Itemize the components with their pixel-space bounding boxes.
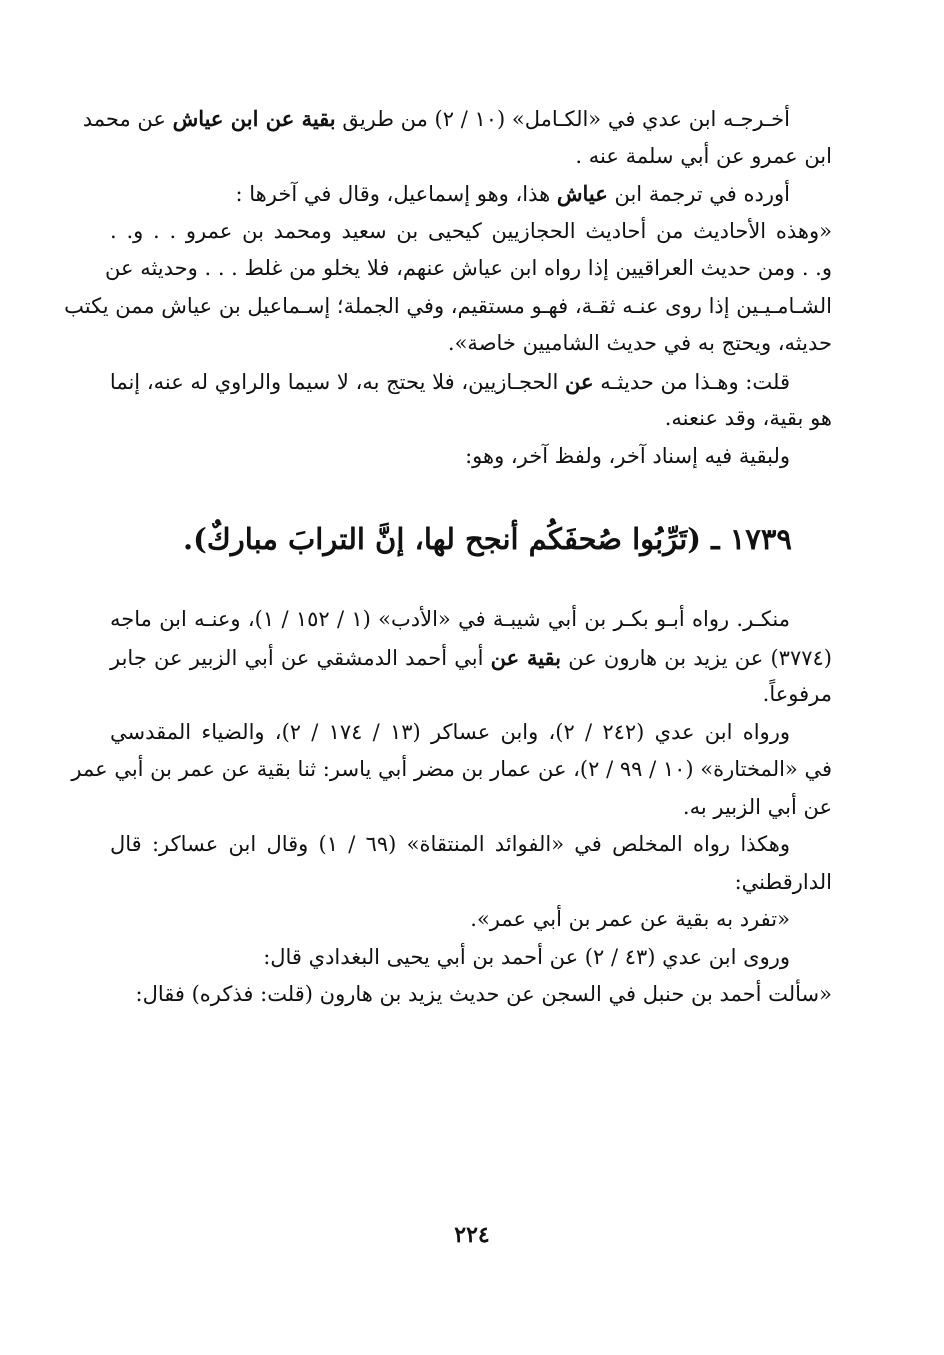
- page-number: ٢٢٤: [454, 1222, 490, 1248]
- page-body: [64, 100, 832, 1014]
- text-line: ابن عمرو عن أبي سلمة عنه .: [575, 143, 832, 168]
- text-line: وهكذا رواه المخلص في «الفوائد المنتقاة» (٦٩ / ١) وقال ابن عساكر: قال: [110, 832, 790, 856]
- text-line: الشـامـيـين إذا روى عنـه ثقـة، فهـو مستقيم، وفي الجملة؛ إسـماعيل بن عياش ممن يكتب: [64, 293, 832, 318]
- text-line: [110, 363, 832, 401]
- text-span: أخـرجـه ابن عدي في «الكـامل» (١٠ / ٢) من طريق: [335, 107, 790, 131]
- text-line: [82, 100, 832, 138]
- text-line: ولبقية فيه إسناد آخر، ولفظ آخر، وهو:: [465, 443, 790, 468]
- bold-text-span: بقية عن ابن عياش: [172, 106, 336, 131]
- text-line: مرفوعاً.: [762, 682, 832, 706]
- bold-text-span: عن: [565, 368, 594, 394]
- text-span: أورده في ترجمة ابن: [607, 182, 790, 206]
- text-line: حديثه، ويحتج به في حديث الشاميين خاصة».: [447, 331, 832, 355]
- text-line: وروى ابن عدي (٤٣ / ٢) عن أحمد بن أبي يحيى البغدادي قال:: [263, 944, 790, 969]
- text-line: [110, 175, 832, 213]
- text-span: الحجـازيين، فلا يحتج به، لا سيما والراوي له عنه، إنما: [109, 369, 566, 394]
- text-line: و. . ومن حديث العراقيين إذا رواه ابن عياش عنهم، فلا يخلو من غلط . . . وحديثه عن: [105, 256, 832, 280]
- text-line: الدارقطني:: [734, 869, 832, 894]
- paragraph-rawa-ibn-adi: [110, 939, 832, 977]
- text-line: «تفرد به بقية عن عمر بن أبي عمر».: [470, 907, 790, 931]
- text-span: قلت: وهـذا من حديثـه: [593, 369, 790, 394]
- hadith-heading: ١٧٣٩ ـ (تَرِّبُوا صُحفَكُم أنجح لها، إنَّ الترابَ مباركٌ).: [183, 522, 792, 556]
- paragraph-mukhallis: [110, 826, 832, 901]
- text-line: منكـر. رواه أبـو بكـر بن أبي شيبـة في «الأدب» (١ / ١٥٢ / ١)، وعنـه ابن ماجه: [110, 607, 790, 631]
- paragraph-tarjama: [64, 175, 832, 363]
- quote-tafarrud: [110, 901, 832, 939]
- text-span: عن محمد: [82, 107, 173, 131]
- paragraph-isnad-akhar: [110, 438, 832, 476]
- text-span: (٣٧٧٤) عن يزيد بن هارون عن: [561, 645, 832, 670]
- text-line: في «المختارة» (١٠ / ٩٩ / ٢)، عن عمار بن مضر أبي ياسر: ثنا بقية عن عمر بن أبي عمر: [71, 757, 832, 781]
- text-line: [110, 639, 832, 677]
- text-line: «وهذه الأحاديث من أحاديث الحجازيين كيحيى بن سعيد ومحمد بن عمرو . . و. .: [110, 218, 832, 243]
- text-span: أبي أحمد الدمشقي عن أبي الزبير عن جابر: [110, 645, 491, 670]
- bold-text-span: عياش: [556, 181, 608, 206]
- paragraph-munkar: [110, 601, 832, 714]
- paragraph-rawahu-ibn-adi: [71, 714, 832, 827]
- text-span: هذا، وهو إسماعيل، وقال في آخرها :: [235, 182, 557, 206]
- text-line: هو بقية، وقد عنعنه.: [664, 406, 832, 430]
- bold-text-span: بقية عن: [490, 644, 562, 670]
- text-line: عن أبي الزبير به.: [682, 794, 832, 819]
- text-line: ورواه ابن عدي (٢٤٢ / ٢)، وابن عساكر (١٣ / ١٧٤ / ٢)، والضياء المقدسي: [110, 719, 790, 744]
- text-line: «سألت أحمد بن حنبل في السجن عن حديث يزيد بن هارون (قلت: فذكره) فقال:: [135, 982, 832, 1006]
- paragraph-ibn-adi-kamil: [82, 100, 832, 175]
- quote-ahmad-ibn-hanbal: [110, 976, 832, 1014]
- paragraph-qultu: [110, 363, 832, 438]
